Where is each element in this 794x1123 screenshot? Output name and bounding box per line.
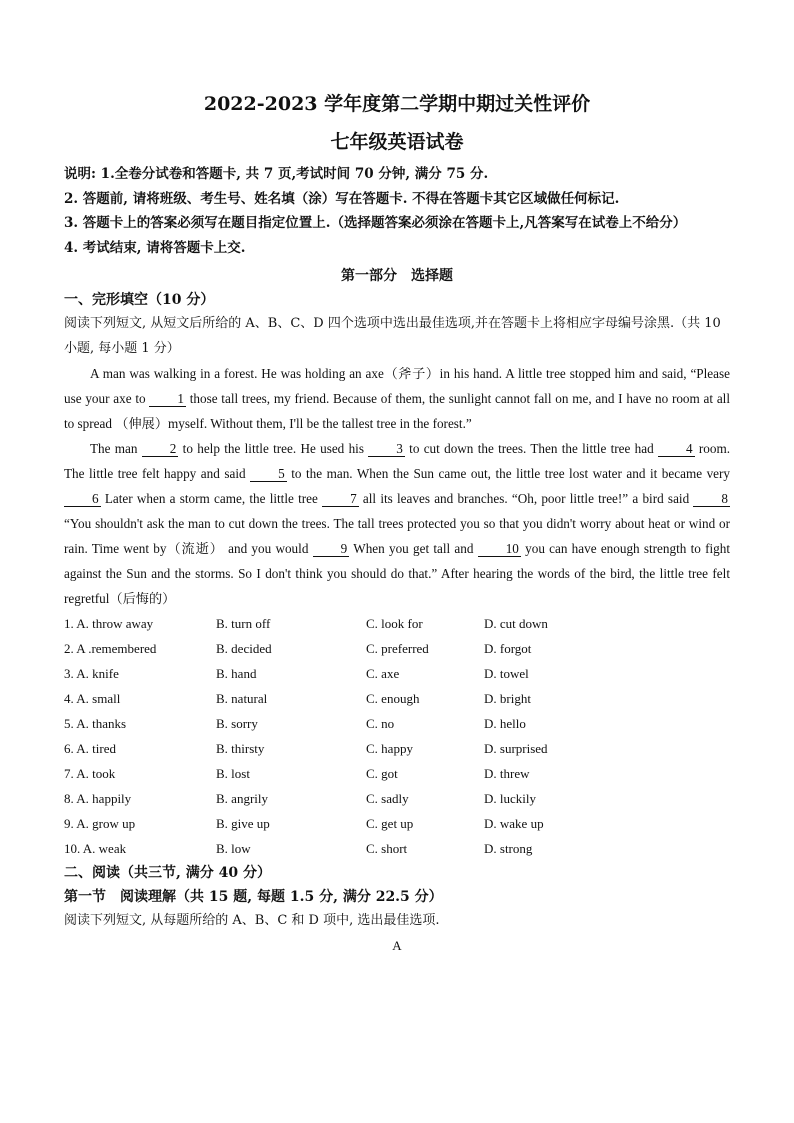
option-b: B. natural xyxy=(216,691,268,706)
option-c: C. enough xyxy=(366,691,420,706)
option-row-8 xyxy=(64,786,730,811)
blank-4: 4 xyxy=(658,441,695,457)
option-a: 1. A. throw away xyxy=(64,616,154,631)
option-c: C. preferred xyxy=(366,641,429,656)
passage-text: to cut down the trees. Then the little tree had xyxy=(404,441,658,456)
option-d: D. strong xyxy=(484,841,533,856)
option-b: B. sorry xyxy=(216,716,258,731)
option-d: D. hello xyxy=(484,716,526,731)
option-a: 4. A. small xyxy=(64,691,121,706)
blank-6: 6 xyxy=(64,491,101,507)
blank-9: 9 xyxy=(313,541,350,557)
option-b: B. angrily xyxy=(216,791,268,806)
part-heading: 第一部分 选择题 xyxy=(341,268,453,284)
passage-paragraph-2 xyxy=(64,436,730,611)
section1-instruction: 阅读下列短文, 从短文后所给的 A、B、C、D 四个选项中选出最佳选项,并在答题卡上将相应字母编号涂黑.（共 10 小题, 每小题 1 分） xyxy=(64,316,721,356)
option-d: D. wake up xyxy=(484,816,544,831)
blank-10: 10 xyxy=(478,541,521,557)
section2-heading: 二、阅读（共三节, 满分 40 分） xyxy=(64,865,271,881)
blank-3: 3 xyxy=(368,441,405,457)
option-c: C. no xyxy=(366,716,395,731)
note-3: 3. 答题卡上的答案必须写在题目指定位置上.（选择题答案必须涂在答题卡上,凡答案写在试卷上不给分） xyxy=(64,215,687,231)
section1-heading: 一、完形填空（10 分） xyxy=(64,292,215,308)
option-d: D. luckily xyxy=(484,791,536,806)
option-b: B. decided xyxy=(216,641,272,656)
blank-2: 2 xyxy=(142,441,179,457)
section2-instruction: 阅读下列短文, 从每题所给的 A、B、C 和 D 项中, 选出最佳选项. xyxy=(64,913,440,928)
cloze-passage xyxy=(64,361,730,611)
option-b: B. low xyxy=(216,841,251,856)
option-d: D. bright xyxy=(484,691,531,706)
passage-text: those tall trees, my friend. Because of them, the sunlight cannot fall on me, and I have no room at all to spread （伸展）myself. Without them, I'll be the tallest tree in the forest.” xyxy=(64,391,730,431)
blank-1: 1 xyxy=(149,391,186,407)
passage-text: room. The little tree felt happy and said xyxy=(64,441,731,481)
note-1: 说明: 1.全卷分试卷和答题卡, 共 7 页,考试时间 70 分钟, 满分 75 分. xyxy=(64,166,489,182)
option-d: D. surprised xyxy=(484,741,548,756)
option-row-4 xyxy=(64,686,730,711)
option-a: 7. A. took xyxy=(64,766,116,781)
section2-sub-heading: 第一节 阅读理解（共 15 题, 每题 1.5 分, 满分 22.5 分） xyxy=(64,889,443,905)
option-a: 8. A. happily xyxy=(64,791,132,806)
note-2: 2. 答题前, 请将班级、考生号、姓名填（涂）写在答题卡. 不得在答题卡其它区域做任何标记. xyxy=(64,190,620,207)
passage-text: to help the little tree. He used his xyxy=(178,441,369,456)
option-row-10 xyxy=(64,836,730,861)
option-a: 10. A. weak xyxy=(64,841,127,856)
option-c: C. short xyxy=(366,841,408,856)
option-d: D. towel xyxy=(484,666,529,681)
option-row-2 xyxy=(64,636,730,661)
option-b: B. give up xyxy=(216,816,270,831)
option-b: B. turn off xyxy=(216,616,271,631)
passage-paragraph-1 xyxy=(64,361,730,436)
passage-text: you can have enough strength to fight against the Sun and the storms. So I don't think you should do that.” After hearing the words of the bird, the little tree felt regretful（后悔的） xyxy=(64,541,730,606)
passage-text: Later when a storm came, the little tree xyxy=(100,491,323,506)
passage-text: The man xyxy=(90,441,142,456)
option-row-6 xyxy=(64,736,730,761)
option-c: C. sadly xyxy=(366,791,409,806)
blank-5: 5 xyxy=(250,466,287,482)
instructions-notes xyxy=(64,162,730,260)
option-a: 9. A. grow up xyxy=(64,816,136,831)
option-d: D. threw xyxy=(484,766,530,781)
option-row-5 xyxy=(64,711,730,736)
exam-subtitle: 七年级英语试卷 xyxy=(330,131,464,153)
options-list xyxy=(64,611,730,861)
option-a: 3. A. knife xyxy=(64,666,119,681)
option-d: D. cut down xyxy=(484,616,548,631)
option-b: B. thirsty xyxy=(216,741,265,756)
option-row-7 xyxy=(64,761,730,786)
note-4: 4. 考试结束, 请将答题卡上交. xyxy=(64,239,246,256)
passage-text: When you get tall and xyxy=(349,541,478,556)
option-b: B. hand xyxy=(216,666,257,681)
option-c: C. get up xyxy=(366,816,414,831)
passage-text: all its leaves and branches. “Oh, poor little tree!” a bird said xyxy=(358,491,694,506)
option-c: C. look for xyxy=(366,616,423,631)
option-row-1 xyxy=(64,611,730,636)
exam-title: 2022-2023 学年度第二学期中期过关性评价 xyxy=(203,93,591,115)
option-a: 2. A .remembered xyxy=(64,641,157,656)
option-c: C. happy xyxy=(366,741,413,756)
passage-text: “You shouldn't ask the man to cut down the trees. The tall trees protected you so that you didn't worry about heat or wind or rain. Time went by（流逝） and you would xyxy=(64,516,730,556)
option-d: D. forgot xyxy=(484,641,532,656)
option-a: 6. A. tired xyxy=(64,741,116,756)
option-c: C. axe xyxy=(366,666,400,681)
exam-page xyxy=(64,92,730,958)
blank-8: 8 xyxy=(693,491,730,507)
passage-label: A xyxy=(392,937,402,953)
passage-text: A man was walking in a forest. He was holding an axe（斧子）in his hand. A little tree stopped him and said, “Please use your axe to xyxy=(64,366,730,406)
option-row-9 xyxy=(64,811,730,836)
option-row-3 xyxy=(64,661,730,686)
option-a: 5. A. thanks xyxy=(64,716,127,731)
option-c: C. got xyxy=(366,766,398,781)
blank-7: 7 xyxy=(322,491,359,507)
option-b: B. lost xyxy=(216,766,250,781)
passage-text: to the man. When the Sun came out, the little tree lost water and it became very xyxy=(286,466,730,481)
